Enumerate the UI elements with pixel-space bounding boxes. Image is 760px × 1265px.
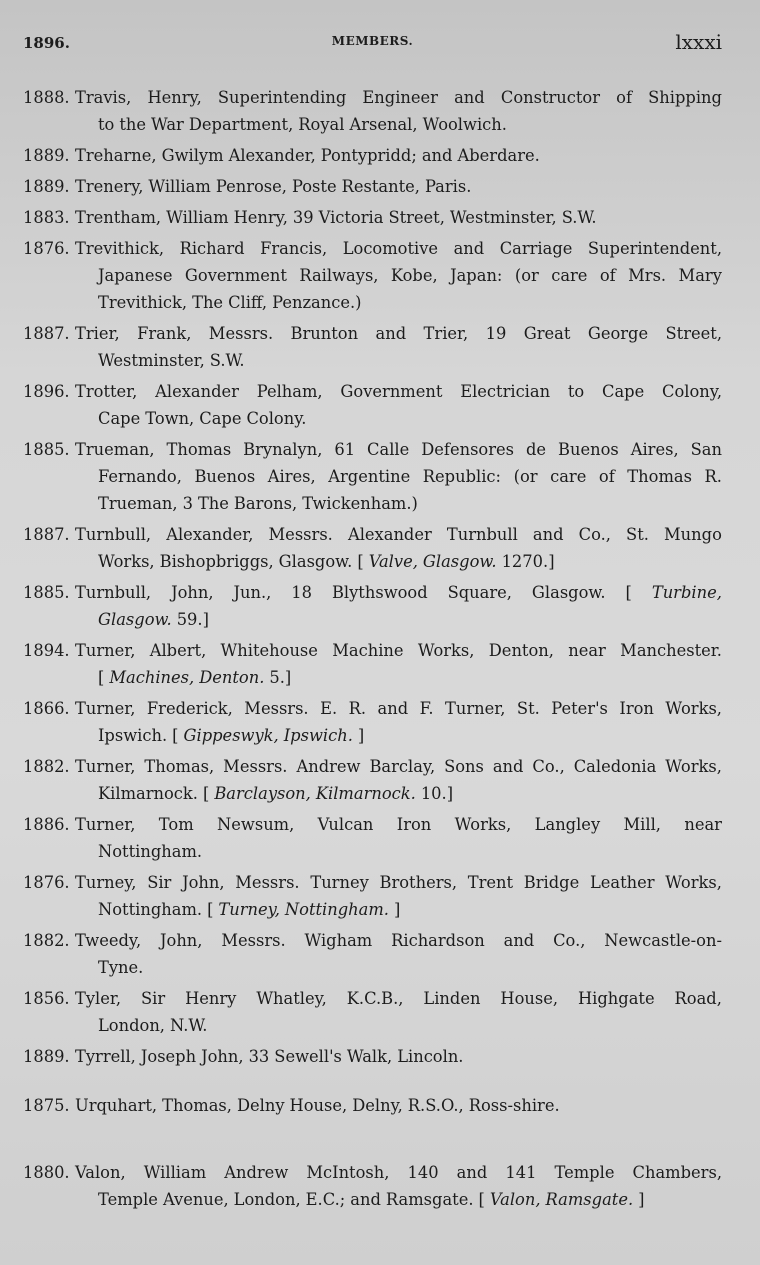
- member-entry: [23, 637, 722, 691]
- member-entry: [23, 378, 722, 432]
- entry-line: London, N.W.: [98, 1016, 208, 1035]
- election-year: 1882.: [23, 931, 70, 950]
- entry-line: Japanese Government Railways, Kobe, Japan: (or care of Mrs. Mary: [98, 266, 722, 285]
- member-entry: [23, 204, 722, 231]
- election-year: 1883.: [23, 208, 70, 227]
- entry-line: Trier, Frank, Messrs. Brunton and Trier, 19 Great George Street,: [75, 324, 722, 343]
- member-entry: [23, 235, 722, 316]
- election-year: 1885.: [23, 440, 70, 459]
- member-entry: [23, 1043, 722, 1070]
- member-entry: [23, 173, 722, 200]
- election-year: 1886.: [23, 815, 70, 834]
- member-entry: [23, 579, 722, 633]
- entry-line: Trueman, Thomas Brynalyn, 61 Calle Defensores de Buenos Aires, San: [75, 440, 722, 459]
- election-year: 1889.: [23, 146, 70, 165]
- entry-line: Turner, Thomas, Messrs. Andrew Barclay, Sons and Co., Caledonia Works,: [75, 757, 722, 776]
- member-entry: [23, 320, 722, 374]
- entry-line: Kilmarnock. [ Barclayson, Kilmarnock. 10.]: [98, 784, 454, 803]
- member-list: [23, 84, 722, 1217]
- member-entry: [23, 436, 722, 517]
- entry-line: Tyler, Sir Henry Whatley, K.C.B., Linden House, Highgate Road,: [75, 989, 722, 1008]
- election-year: 1882.: [23, 757, 70, 776]
- election-year: 1876.: [23, 239, 70, 258]
- member-entry: [23, 1159, 722, 1213]
- page-number: lxxxi: [675, 30, 722, 54]
- entry-line: Trevithick, Richard Francis, Locomotive and Carriage Superintendent,: [75, 239, 722, 258]
- header-year: 1896.: [23, 34, 70, 52]
- entry-line: Trenery, William Penrose, Poste Restante, Paris.: [75, 177, 472, 196]
- entry-line: Cape Town, Cape Colony.: [98, 409, 307, 428]
- election-year: 1876.: [23, 873, 70, 892]
- election-year: 1894.: [23, 641, 70, 660]
- entry-line: Travis, Henry, Superintending Engineer and Constructor of Shipping: [75, 88, 722, 107]
- member-entry: [23, 142, 722, 169]
- entry-line: Turner, Frederick, Messrs. E. R. and F. Turner, St. Peter's Iron Works,: [75, 699, 722, 718]
- member-entry: [23, 695, 722, 749]
- header-title: MEMBERS.: [331, 34, 414, 48]
- entry-line: Glasgow. 59.]: [98, 610, 209, 629]
- entry-line: Turnbull, Alexander, Messrs. Alexander Turnbull and Co., St. Mungo: [75, 525, 722, 544]
- member-entry: [23, 927, 722, 981]
- entry-line: Trevithick, The Cliff, Penzance.): [98, 293, 362, 312]
- election-year: 1856.: [23, 989, 70, 1008]
- entry-line: Tyrrell, Joseph John, 33 Sewell's Walk, Lincoln.: [75, 1047, 464, 1066]
- election-year: 1889.: [23, 177, 70, 196]
- entry-line: Treharne, Gwilym Alexander, Pontypridd; and Aberdare.: [75, 146, 540, 165]
- entry-line: Westminster, S.W.: [98, 351, 245, 370]
- entry-line: Turner, Tom Newsum, Vulcan Iron Works, Langley Mill, near: [75, 815, 722, 834]
- election-year: 1887.: [23, 324, 70, 343]
- entry-line: Temple Avenue, London, E.C.; and Ramsgate. [ Valon, Ramsgate. ]: [98, 1190, 645, 1209]
- entry-line: Turnbull, John, Jun., 18 Blythswood Square, Glasgow. [ Turbine,: [75, 583, 722, 602]
- entry-line: Urquhart, Thomas, Delny House, Delny, R.S.O., Ross-shire.: [75, 1096, 560, 1115]
- entry-line: Works, Bishopbriggs, Glasgow. [ Valve, Glasgow. 1270.]: [98, 552, 555, 571]
- entry-line: Nottingham. [ Turney, Nottingham. ]: [98, 900, 401, 919]
- entry-line: Trueman, 3 The Barons, Twickenham.): [98, 494, 418, 513]
- entry-line: Fernando, Buenos Aires, Argentine Republic: (or care of Thomas R.: [98, 467, 722, 486]
- entry-line: Trotter, Alexander Pelham, Government Electrician to Cape Colony,: [75, 382, 722, 401]
- entry-line: Trentham, William Henry, 39 Victoria Street, Westminster, S.W.: [75, 208, 597, 227]
- election-year: 1880.: [23, 1163, 70, 1182]
- election-year: 1889.: [23, 1047, 70, 1066]
- member-entry: [23, 521, 722, 575]
- member-entry: [23, 869, 722, 923]
- member-entry: [23, 811, 722, 865]
- election-year: 1885.: [23, 583, 70, 602]
- election-year: 1866.: [23, 699, 70, 718]
- entry-line: Tweedy, John, Messrs. Wigham Richardson and Co., Newcastle-on-: [75, 931, 722, 950]
- election-year: 1888.: [23, 88, 70, 107]
- election-year: 1896.: [23, 382, 70, 401]
- entry-line: Nottingham.: [98, 842, 203, 861]
- entry-line: [ Machines, Denton. 5.]: [98, 668, 292, 687]
- election-year: 1875.: [23, 1096, 70, 1115]
- member-entry: [23, 1092, 722, 1119]
- entry-line: Turner, Albert, Whitehouse Machine Works, Denton, near Manchester.: [75, 641, 722, 660]
- entry-line: Ipswich. [ Gippeswyk, Ipswich. ]: [98, 726, 365, 745]
- entry-line: Tyne.: [98, 958, 144, 977]
- member-entry: [23, 84, 722, 138]
- entry-line: Valon, William Andrew McIntosh, 140 and 141 Temple Chambers,: [75, 1163, 722, 1182]
- running-header: [23, 30, 722, 54]
- member-entry: [23, 753, 722, 807]
- member-entry: [23, 985, 722, 1039]
- entry-line: to the War Department, Royal Arsenal, Woolwich.: [98, 115, 507, 134]
- entry-line: Turney, Sir John, Messrs. Turney Brothers, Trent Bridge Leather Works,: [75, 873, 722, 892]
- election-year: 1887.: [23, 525, 70, 544]
